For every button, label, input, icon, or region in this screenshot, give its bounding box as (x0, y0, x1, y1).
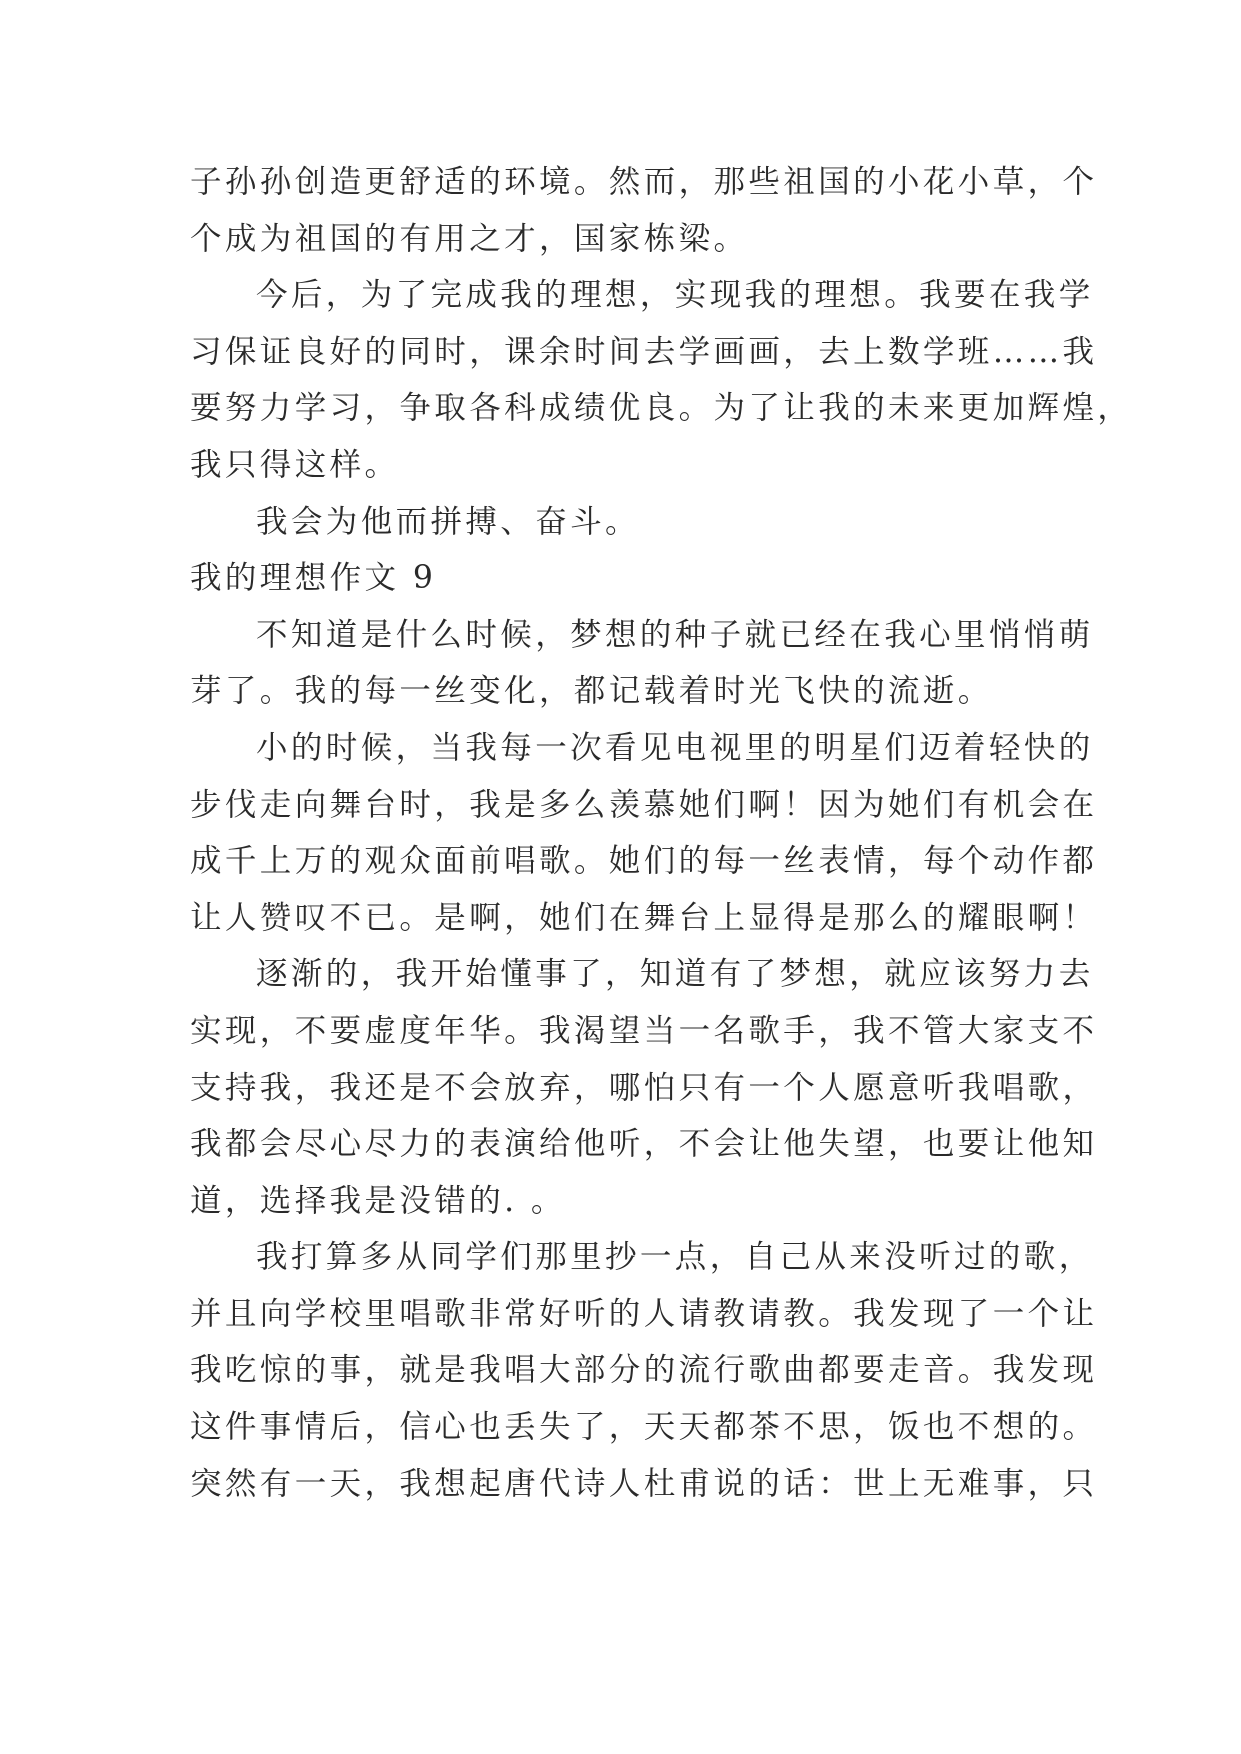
text-line: 不知道是什么时候，梦想的种子就已经在我心里悄悄萌 (256, 616, 1094, 653)
text-line: 个成为祖国的有用之才，国家栋梁。 (190, 220, 749, 257)
text-line: 这件事情后，信心也丢失了，天天都茶不思，饭也不想的。 (190, 1409, 1098, 1446)
text-line: 我吃惊的事，就是我唱大部分的流行歌曲都要走音。我发现 (190, 1352, 1098, 1389)
text-line: 成千上万的观众面前唱歌。她们的每一丝表情，每个动作都 (190, 843, 1098, 880)
text-line: 我打算多从同学们那里抄一点，自己从来没听过的歌， (256, 1239, 1094, 1276)
text-line: 小的时候，当我每一次看见电视里的明星们迈着轻快的 (256, 729, 1094, 766)
text-line: 我都会尽心尽力的表演给他听，不会让他失望，也要让他知 (190, 1126, 1098, 1163)
text-line: 并且向学校里唱歌非常好听的人请教请教。我发现了一个让 (190, 1295, 1098, 1332)
text-line: 突然有一天，我想起唐代诗人杜甫说的话：世上无难事，只 (190, 1465, 1098, 1502)
text-line: 我的理想作文 9 (190, 560, 437, 597)
text-line: 要努力学习，争取各科成绩优良。为了让我的未来更加辉煌， (190, 390, 1133, 427)
text-line: 今后，为了完成我的理想，实现我的理想。我要在我学 (256, 277, 1094, 314)
text-line: 步伐走向舞台时，我是多么羡慕她们啊！因为她们有机会在 (190, 786, 1098, 823)
text-line: 逐渐的，我开始懂事了，知道有了梦想，就应该努力去 (256, 956, 1094, 993)
text-line: 子孙孙创造更舒适的环境。然而，那些祖国的小花小草，个 (190, 164, 1098, 200)
text-line: 实现，不要虚度年华。我渴望当一名歌手，我不管大家支不 (190, 1012, 1098, 1049)
text-line: 让人赞叹不已。是啊，她们在舞台上显得是那么的耀眼啊！ (190, 899, 1098, 936)
text-line: 道，选择我是没错的. 。 (190, 1182, 566, 1219)
text-line: 支持我，我还是不会放弃，哪怕只有一个人愿意听我唱歌， (190, 1069, 1098, 1106)
text-line: 芽了。我的每一丝变化，都记载着时光飞快的流逝。 (190, 673, 993, 710)
text-line: 我会为他而拼搏、奋斗。 (256, 503, 640, 540)
text-line: 习保证良好的同时，课余时间去学画画，去上数学班……我 (190, 333, 1098, 370)
document-body (190, 154, 1133, 1512)
text-line: 我只得这样。 (190, 446, 400, 483)
